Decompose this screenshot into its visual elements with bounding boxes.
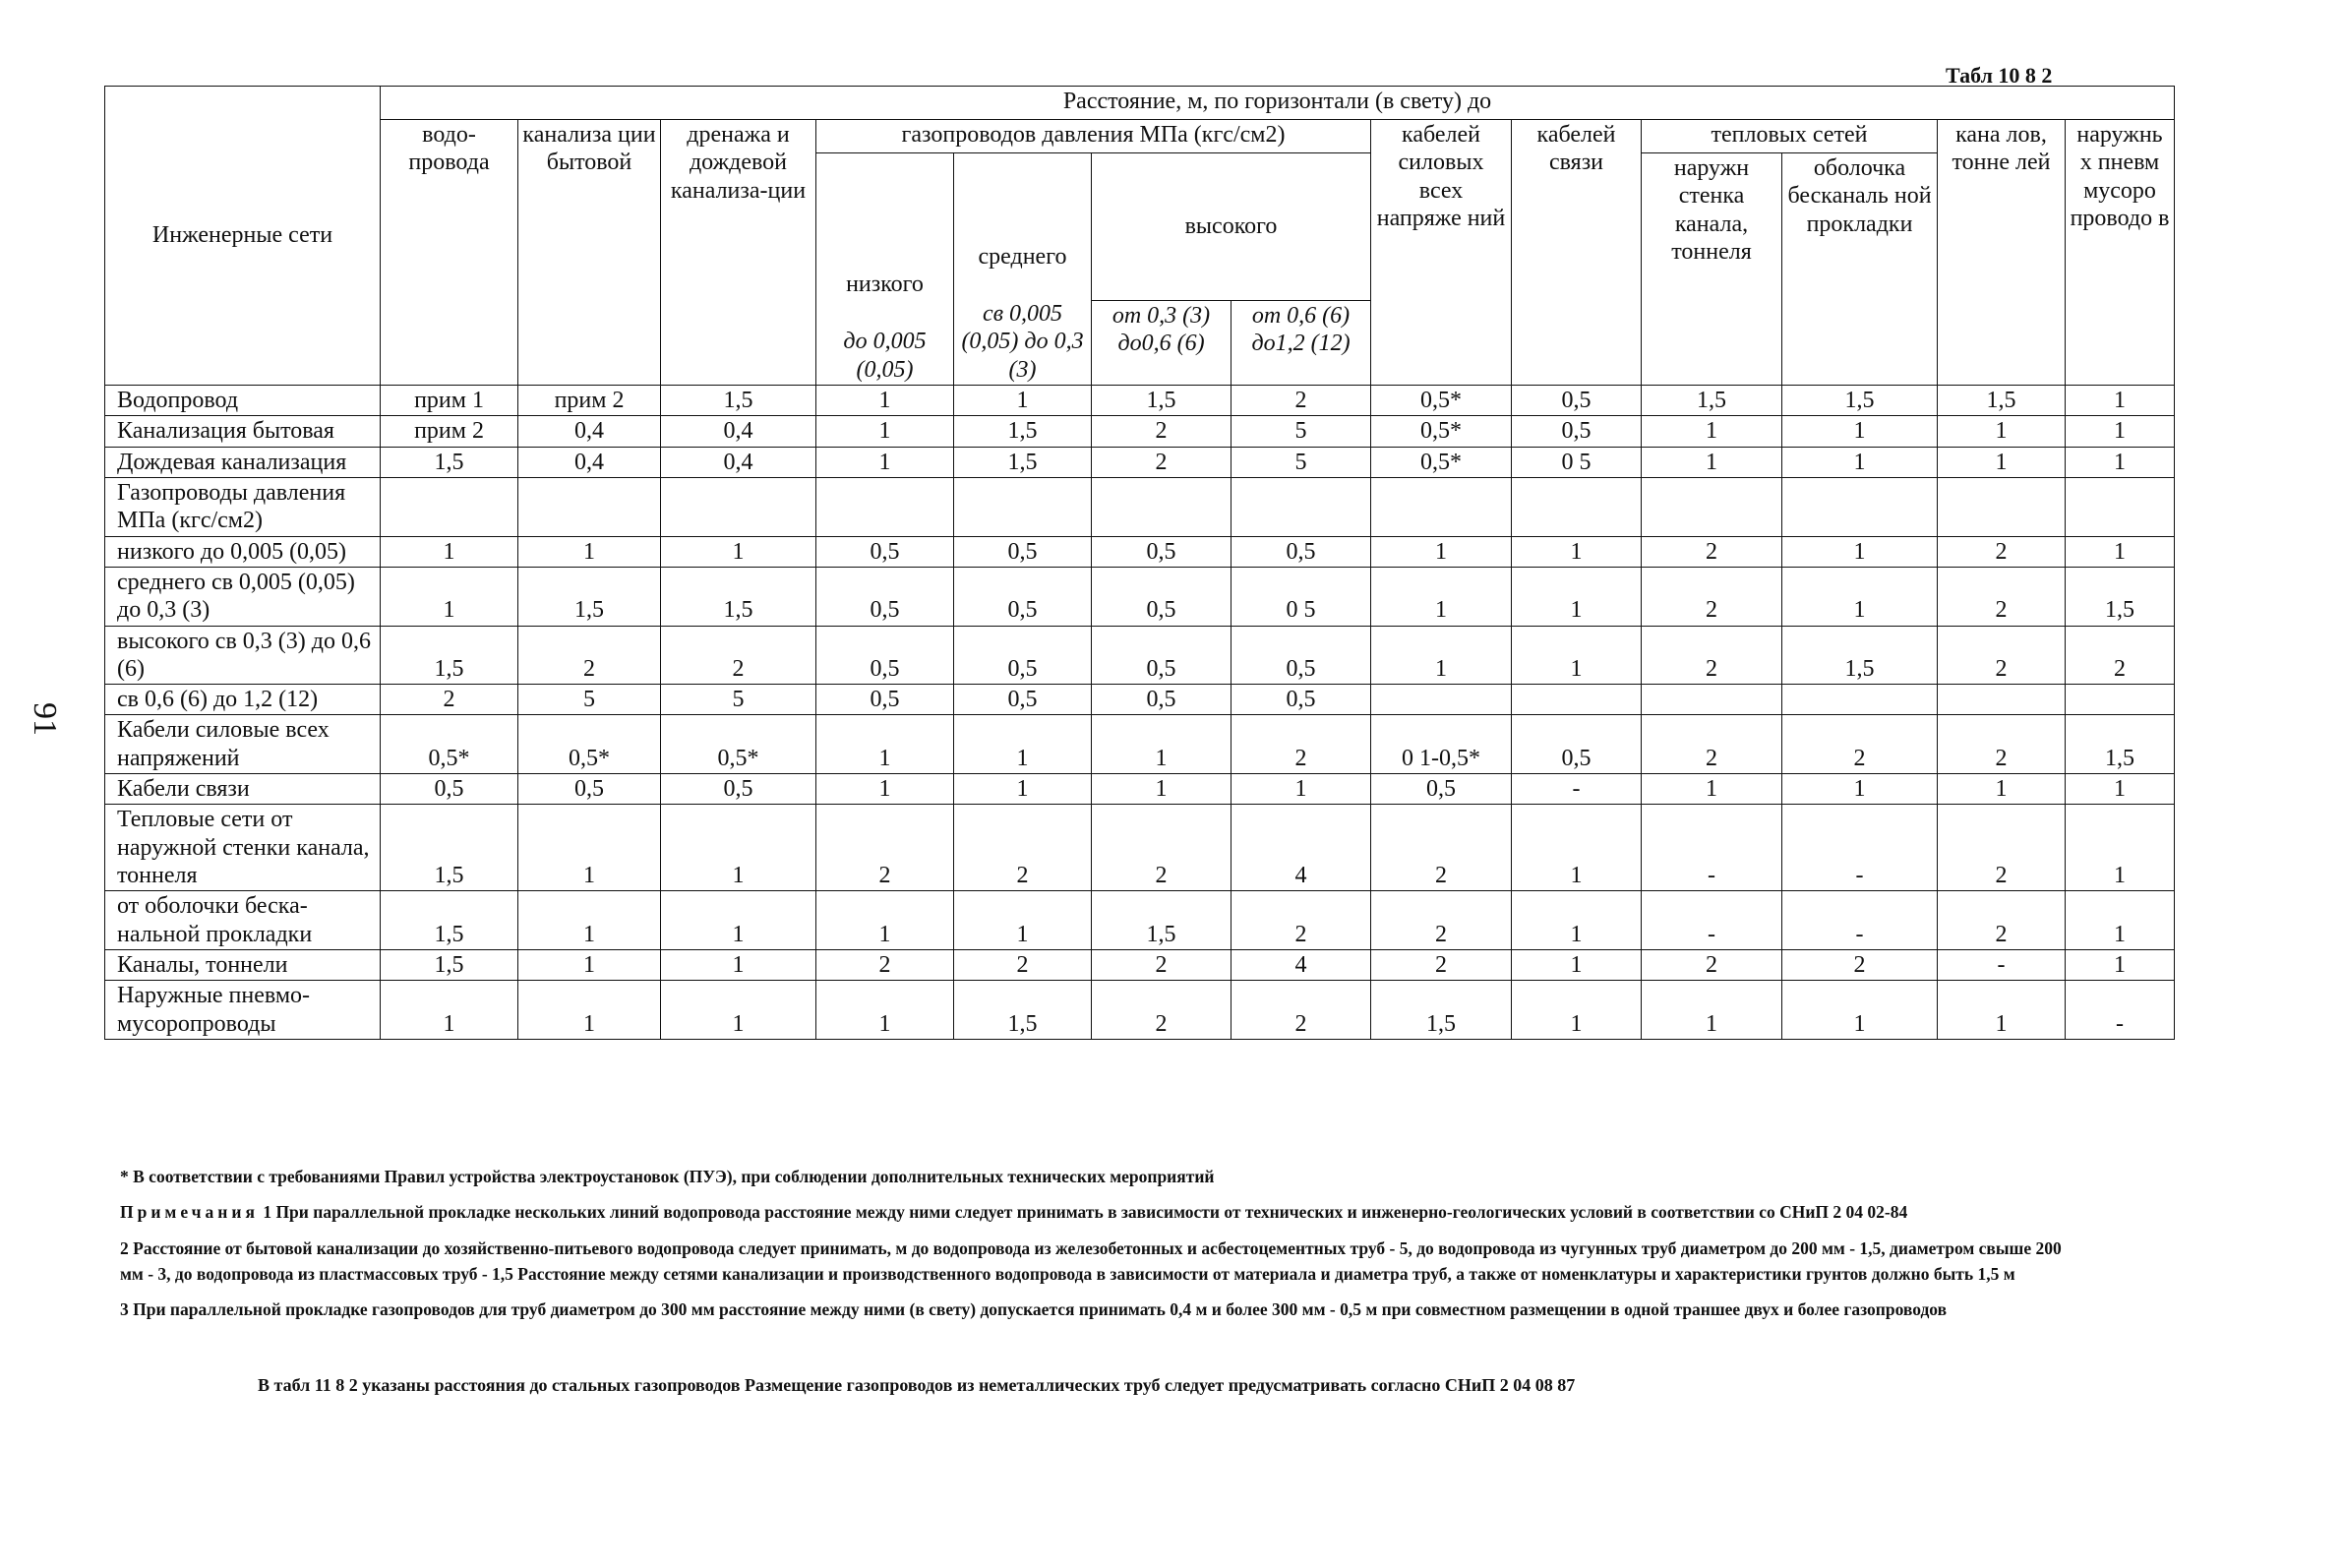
header-sewer: канализа ции бытовой bbox=[518, 120, 661, 386]
header-distance-title: Расстояние, м, по горизонтали (в свету) до bbox=[381, 87, 2175, 120]
table-cell: 0,5 bbox=[1232, 626, 1371, 685]
table-cell: 1 bbox=[2066, 536, 2175, 567]
table-cell: 1 bbox=[2066, 949, 2175, 980]
table-cell bbox=[1938, 685, 2066, 715]
table-cell: 1 bbox=[1782, 416, 1938, 447]
table-cell: 5 bbox=[1232, 447, 1371, 477]
table-cell: 1 bbox=[518, 805, 661, 891]
table-cell: 1,5 bbox=[1371, 981, 1512, 1040]
table-cell bbox=[1642, 477, 1782, 536]
table-cell: 1 bbox=[1512, 805, 1642, 891]
table-cell: 0,5 bbox=[816, 536, 954, 567]
table-cell: 1 bbox=[518, 981, 661, 1040]
table-row bbox=[105, 447, 2175, 477]
table-cell: 2 bbox=[1782, 949, 1938, 980]
table-cell: 1 bbox=[381, 981, 518, 1040]
table-cell: 0,5 bbox=[954, 536, 1092, 567]
table-cell: 1 bbox=[518, 536, 661, 567]
table-cell bbox=[1371, 477, 1512, 536]
table-cell: 1,5 bbox=[2066, 715, 2175, 774]
table-cell: 2 bbox=[954, 949, 1092, 980]
table-cell: - bbox=[1642, 805, 1782, 891]
header-gas-high-range2: от 0,6 (6) до1,2 (12) bbox=[1232, 301, 1371, 386]
table-cell: 1 bbox=[1371, 567, 1512, 626]
row-label: среднего св 0,005 (0,05) до 0,3 (3) bbox=[105, 567, 381, 626]
table-row bbox=[105, 774, 2175, 805]
table-cell: 1 bbox=[1642, 981, 1782, 1040]
header-gas-high-range1: от 0,3 (3) до0,6 (6) bbox=[1092, 301, 1232, 386]
table-cell: 1 bbox=[381, 567, 518, 626]
table-cell: 0,5* bbox=[661, 715, 816, 774]
table-cell: 2 bbox=[1642, 715, 1782, 774]
table-cell: 0,5* bbox=[381, 715, 518, 774]
table-row bbox=[105, 949, 2175, 980]
table-cell: 0,5 bbox=[1232, 536, 1371, 567]
table-cell: 1 bbox=[2066, 386, 2175, 416]
header-water: водо-провода bbox=[381, 120, 518, 386]
table-cell: 1 bbox=[518, 891, 661, 950]
table-cell: 1,5 bbox=[954, 981, 1092, 1040]
header-gas-mid: среднего bbox=[978, 243, 1067, 270]
header-gas-low-cell bbox=[816, 153, 954, 386]
table-cell: 1,5 bbox=[1092, 891, 1232, 950]
header-gas-mid-range: св 0,005 (0,05) до 0,3 (3) bbox=[961, 301, 1084, 383]
header-gas-low: низкого bbox=[846, 271, 924, 298]
table-cell: 0,5 bbox=[954, 567, 1092, 626]
header-power-cables: кабелей силовых всех напряже ний bbox=[1371, 120, 1512, 386]
table-cell: - bbox=[1938, 949, 2066, 980]
row-label: Кабели связи bbox=[105, 774, 381, 805]
table-cell: 0,5 bbox=[954, 626, 1092, 685]
table-cell: 0,5 bbox=[816, 685, 954, 715]
table-cell: 5 bbox=[1232, 416, 1371, 447]
table-cell: 1 bbox=[1232, 774, 1371, 805]
table-cell: 1 bbox=[661, 981, 816, 1040]
table-cell: 1 bbox=[1092, 774, 1232, 805]
table-cell: 1,5 bbox=[1782, 386, 1938, 416]
header-pneumo: наружнь х пневм мусоро проводо в bbox=[2066, 120, 2175, 386]
table-cell: 1 bbox=[518, 949, 661, 980]
table-cell bbox=[661, 477, 816, 536]
header-channels: кана лов, тонне лей bbox=[1938, 120, 2066, 386]
table-cell: 0,5* bbox=[1371, 416, 1512, 447]
table-cell: 0,5* bbox=[518, 715, 661, 774]
table-cell: 2 bbox=[1642, 626, 1782, 685]
table-cell: 1,5 bbox=[381, 949, 518, 980]
table-cell: 2 bbox=[518, 626, 661, 685]
row-label: Канализация бытовая bbox=[105, 416, 381, 447]
table-cell: 1,5 bbox=[1092, 386, 1232, 416]
table-cell bbox=[1512, 685, 1642, 715]
table-cell: прим 2 bbox=[518, 386, 661, 416]
note-title: Примечания bbox=[120, 1202, 259, 1223]
table-cell: 1 bbox=[2066, 805, 2175, 891]
header-comm-cables: кабелей связи bbox=[1512, 120, 1642, 386]
note-2: 2 Расстояние от бытовой канализации до хозяйственно-питьевого водопровода следует принимать, м до водопровода из железобетонных и асбестоцементных труб - 5, до водопровода из чугунных труб диаметром до 200 мм - 1,5, диаметром свыше 200 мм - 3, до водопровода из пластмассовых труб - 1,5 Расстояние между сетями канализации и производственного водопровода в зависимости от материала и диаметра труб, а также от номенклатуры и характеристики грунтов должно быть 1,5 м bbox=[120, 1237, 2062, 1284]
table-row bbox=[105, 477, 2175, 536]
table-cell: 1,5 bbox=[661, 386, 816, 416]
table-cell: 0,5 bbox=[661, 774, 816, 805]
table-cell: 1 bbox=[2066, 416, 2175, 447]
table-cell: 0,5 bbox=[954, 685, 1092, 715]
table-cell: 1 bbox=[2066, 774, 2175, 805]
table-cell: 5 bbox=[518, 685, 661, 715]
table-cell bbox=[1938, 477, 2066, 536]
table-cell: 4 bbox=[1232, 805, 1371, 891]
table-cell: 1 bbox=[1512, 567, 1642, 626]
table-cell: 0,4 bbox=[518, 416, 661, 447]
table-row bbox=[105, 715, 2175, 774]
table-cell: 0,5 bbox=[1092, 685, 1232, 715]
table-cell: 1 bbox=[1371, 626, 1512, 685]
table-cell: 1 bbox=[816, 715, 954, 774]
table-cell: 2 bbox=[1232, 891, 1371, 950]
table-cell: 1 bbox=[661, 805, 816, 891]
table-row bbox=[105, 536, 2175, 567]
row-label: Тепловые сети от наружной стенки канала, тоннеля bbox=[105, 805, 381, 891]
row-label: св 0,6 (6) до 1,2 (12) bbox=[105, 685, 381, 715]
table-cell: 5 bbox=[661, 685, 816, 715]
table-cell: 1 bbox=[1512, 626, 1642, 685]
table-cell: 0,5 bbox=[1512, 386, 1642, 416]
table-cell bbox=[1782, 477, 1938, 536]
header-heat-group: тепловых сетей bbox=[1642, 120, 1938, 153]
header-networks: Инженерные сети bbox=[105, 87, 381, 386]
table-cell: 0,5* bbox=[1371, 386, 1512, 416]
table-cell: 1,5 bbox=[661, 567, 816, 626]
table-cell: 1 bbox=[954, 774, 1092, 805]
table-cell bbox=[816, 477, 954, 536]
table-cell: 2 bbox=[1938, 891, 2066, 950]
table-cell: 2 bbox=[1642, 567, 1782, 626]
table-cell bbox=[1092, 477, 1232, 536]
table-cell: - bbox=[1642, 891, 1782, 950]
table-cell: 2 bbox=[1092, 805, 1232, 891]
table-cell: 0,4 bbox=[661, 447, 816, 477]
table-cell: 4 bbox=[1232, 949, 1371, 980]
table-cell: 2 bbox=[1938, 626, 2066, 685]
table-cell bbox=[2066, 477, 2175, 536]
table-cell: 2 bbox=[661, 626, 816, 685]
note-asterisk: * В соответствии с требованиями Правил устройства электроустановок (ПУЭ), при соблюдении дополнительных технических мероприятий bbox=[120, 1167, 1215, 1186]
table-cell bbox=[1782, 685, 1938, 715]
table-cell: 0,4 bbox=[518, 447, 661, 477]
table-cell: - bbox=[1782, 891, 1938, 950]
table-cell: 1 bbox=[661, 536, 816, 567]
table-cell bbox=[1232, 477, 1371, 536]
table-cell: 1 bbox=[381, 536, 518, 567]
row-label: Газопроводы давления МПа (кгс/см2) bbox=[105, 477, 381, 536]
table-cell: 1 bbox=[1642, 447, 1782, 477]
table-cell: 2 bbox=[1782, 715, 1938, 774]
table-cell: 1 bbox=[954, 715, 1092, 774]
table-cell: 2 bbox=[1092, 447, 1232, 477]
table-row bbox=[105, 685, 2175, 715]
header-drainage: дренажа и дождевой канализа-ции bbox=[661, 120, 816, 386]
table-row bbox=[105, 567, 2175, 626]
table-cell: 1 bbox=[1782, 567, 1938, 626]
table-row bbox=[105, 891, 2175, 950]
table-cell bbox=[954, 477, 1092, 536]
table-cell: 0,5 bbox=[1371, 774, 1512, 805]
row-label: Каналы, тоннели bbox=[105, 949, 381, 980]
table-body bbox=[105, 386, 2175, 1040]
row-label: Кабели силовые всех напряжений bbox=[105, 715, 381, 774]
table-cell: 1,5 bbox=[1938, 386, 2066, 416]
table-cell: 2 bbox=[1938, 715, 2066, 774]
table-cell: 1 bbox=[1512, 981, 1642, 1040]
table-cell: 1,5 bbox=[381, 447, 518, 477]
table-cell: 1,5 bbox=[1782, 626, 1938, 685]
table-cell: 1 bbox=[661, 949, 816, 980]
table-cell bbox=[518, 477, 661, 536]
table-cell: 2 bbox=[1642, 949, 1782, 980]
table-cell: 2 bbox=[816, 805, 954, 891]
table-cell: 1 bbox=[661, 891, 816, 950]
table-cell: 1,5 bbox=[2066, 567, 2175, 626]
table-cell: 2 bbox=[1092, 416, 1232, 447]
note-1 bbox=[120, 1199, 2087, 1225]
table-cell: 1,5 bbox=[381, 626, 518, 685]
table-cell: 1 bbox=[2066, 447, 2175, 477]
table-cell: - bbox=[2066, 981, 2175, 1040]
row-label: Дождевая канализация bbox=[105, 447, 381, 477]
table-cell bbox=[1642, 685, 1782, 715]
table-cell: 2 bbox=[1938, 805, 2066, 891]
table-cell: 1,5 bbox=[518, 567, 661, 626]
table-row bbox=[105, 386, 2175, 416]
table-cell: 2 bbox=[1938, 536, 2066, 567]
table-cell: прим 1 bbox=[381, 386, 518, 416]
row-label: Наружные пневмо-мусоропроводы bbox=[105, 981, 381, 1040]
table-cell: 1 bbox=[1782, 536, 1938, 567]
table-cell: - bbox=[1782, 805, 1938, 891]
table-cell: - bbox=[1512, 774, 1642, 805]
footer-note: В табл 11 8 2 указаны расстояния до стальных газопроводов Размещение газопроводов из неметаллических труб следует предусматривать согласно СНиП 2 04 08 87 bbox=[258, 1375, 1576, 1395]
note-3: 3 При параллельной прокладке газопроводов для труб диаметром до 300 мм расстояние между ними (в свету) допускается принимать 0,4 м и более 300 мм - 0,5 м при совместном размещении в одной траншее двух и более газопроводов bbox=[120, 1299, 1948, 1319]
table-cell: 1 bbox=[1782, 774, 1938, 805]
table-cell: 2 bbox=[954, 805, 1092, 891]
table-cell: 0,5 bbox=[1092, 536, 1232, 567]
table-cell: 2 bbox=[1642, 536, 1782, 567]
table-cell: 1 bbox=[1938, 774, 2066, 805]
table-cell: 1 bbox=[816, 386, 954, 416]
table-cell: 1,5 bbox=[954, 447, 1092, 477]
table-row bbox=[105, 626, 2175, 685]
table-cell: 1 bbox=[1782, 981, 1938, 1040]
table-cell: 2 bbox=[816, 949, 954, 980]
table-cell: 0,5 bbox=[1092, 626, 1232, 685]
table-cell: 2 bbox=[1232, 715, 1371, 774]
table-cell: 2 bbox=[1371, 891, 1512, 950]
header-gas-low-range: до 0,005 (0,05) bbox=[843, 329, 927, 383]
table-cell: 1 bbox=[954, 891, 1092, 950]
table-cell: 0,5 bbox=[1512, 715, 1642, 774]
distance-table bbox=[104, 86, 2175, 1040]
table-cell bbox=[381, 477, 518, 536]
table-row bbox=[105, 981, 2175, 1040]
table-cell: 1 bbox=[954, 386, 1092, 416]
table-cell: 1 bbox=[1512, 536, 1642, 567]
table-cell: 0,4 bbox=[661, 416, 816, 447]
table-cell: 1 bbox=[1642, 774, 1782, 805]
table-cell: прим 2 bbox=[381, 416, 518, 447]
table-cell: 0,5 bbox=[816, 567, 954, 626]
table-cell: 1,5 bbox=[381, 891, 518, 950]
table-cell: 2 bbox=[1232, 386, 1371, 416]
table-row bbox=[105, 805, 2175, 891]
table-cell: 2 bbox=[1232, 981, 1371, 1040]
table-cell: 1 bbox=[1938, 447, 2066, 477]
table-cell: 2 bbox=[1092, 949, 1232, 980]
table-cell: 0,5* bbox=[1371, 447, 1512, 477]
header-gas-group: газопроводов давления МПа (кгс/см2) bbox=[816, 120, 1371, 153]
table-caption: Табл 10 8 2 bbox=[1946, 63, 2053, 88]
table-cell: 0,5 bbox=[816, 626, 954, 685]
row-label: Водопровод bbox=[105, 386, 381, 416]
page-number: 91 bbox=[27, 702, 63, 736]
table-cell: 1 bbox=[1782, 447, 1938, 477]
table-cell: 0,5 bbox=[1092, 567, 1232, 626]
table-cell: 1 bbox=[816, 981, 954, 1040]
table-cell: 1 bbox=[1512, 949, 1642, 980]
table-cell: 1 bbox=[1512, 891, 1642, 950]
row-label: низкого до 0,005 (0,05) bbox=[105, 536, 381, 567]
header-heat-shell: оболочка бесканаль ной прокладки bbox=[1782, 153, 1938, 386]
table-cell: 1,5 bbox=[1642, 386, 1782, 416]
table-cell: 1 bbox=[1092, 715, 1232, 774]
table-cell: 0 5 bbox=[1512, 447, 1642, 477]
table-cell: 1 bbox=[1938, 416, 2066, 447]
table-cell: 0,5 bbox=[1512, 416, 1642, 447]
table-cell: 0 1-0,5* bbox=[1371, 715, 1512, 774]
table-cell: 0,5 bbox=[1232, 685, 1371, 715]
table-cell: 1 bbox=[1938, 981, 2066, 1040]
table-cell bbox=[1371, 685, 1512, 715]
row-label: от оболочки беска-нальной прокладки bbox=[105, 891, 381, 950]
header-gas-mid-cell bbox=[954, 153, 1092, 386]
note-1-text: 1 При параллельной прокладке нескольких линий водопровода расстояние между ними следует принимать в зависимости от технических и инженерно-геологических условий в соответствии со СНиП 2 04 02-84 bbox=[263, 1202, 1908, 1223]
table-cell: 2 bbox=[1938, 567, 2066, 626]
table-cell: 1 bbox=[816, 774, 954, 805]
table-cell: 1 bbox=[816, 416, 954, 447]
table-cell: 2 bbox=[2066, 626, 2175, 685]
table-cell bbox=[2066, 685, 2175, 715]
notes-block bbox=[120, 1164, 2087, 1332]
table-cell: 0 5 bbox=[1232, 567, 1371, 626]
table-cell: 1 bbox=[816, 891, 954, 950]
header-heat-outer: наружн стенка канала, тоннеля bbox=[1642, 153, 1782, 386]
table-cell: 2 bbox=[381, 685, 518, 715]
table-cell: 1,5 bbox=[954, 416, 1092, 447]
table-cell: 1 bbox=[1371, 536, 1512, 567]
row-label: высокого св 0,3 (3) до 0,6 (6) bbox=[105, 626, 381, 685]
table-cell: 1 bbox=[1642, 416, 1782, 447]
table-cell: 2 bbox=[1371, 949, 1512, 980]
header-gas-high: высокого bbox=[1092, 153, 1371, 301]
table-cell: 2 bbox=[1371, 805, 1512, 891]
table-cell: 2 bbox=[1092, 981, 1232, 1040]
table-cell: 1 bbox=[816, 447, 954, 477]
table-cell: 1 bbox=[2066, 891, 2175, 950]
table-cell: 1,5 bbox=[381, 805, 518, 891]
table-cell bbox=[1512, 477, 1642, 536]
table-row bbox=[105, 416, 2175, 447]
table-cell: 0,5 bbox=[381, 774, 518, 805]
table-cell: 0,5 bbox=[518, 774, 661, 805]
